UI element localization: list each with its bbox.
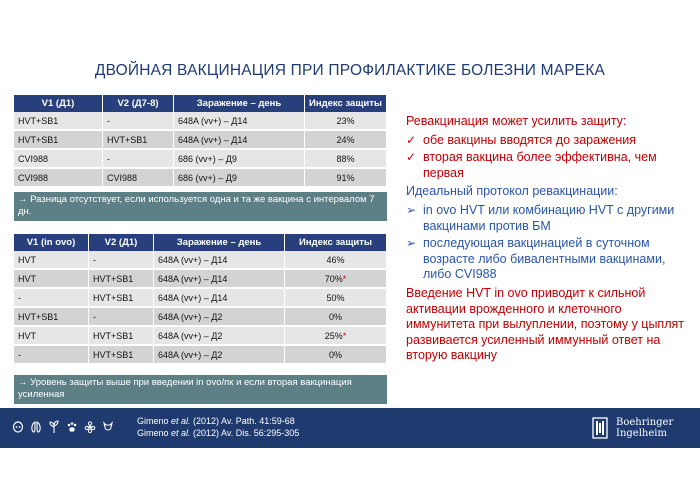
table-row	[14, 345, 387, 364]
protection-value: 46%	[326, 254, 345, 265]
table-cell: 648A (vv+) – Д2	[154, 345, 285, 364]
conclusion-note-2: → Уровень защиты выше при введении in ovo/пк и если вторая вакцинация усиленная	[14, 375, 387, 404]
plant-icon	[48, 420, 60, 434]
reference-citation: (2012) Av. Dis. 56:295-305	[190, 427, 300, 438]
table-cell	[285, 269, 387, 288]
protection-value: 25%	[324, 330, 343, 341]
list-item	[406, 236, 691, 283]
table-cell: 88%	[305, 149, 387, 168]
table-row	[14, 288, 387, 307]
table-cell: 648A (vv+) – Д2	[154, 326, 285, 345]
table2-header-v1: V1 (in ovo)	[14, 234, 89, 251]
table-cell: 648A (vv+) – Д14	[174, 130, 305, 149]
table-cell: -	[103, 112, 174, 130]
table-cell: 648A (vv+) – Д2	[154, 307, 285, 326]
table-cell: HVT+SB1	[89, 288, 154, 307]
table-cell: 23%	[305, 112, 387, 130]
table-cell: -	[89, 251, 154, 269]
checkmark-icon: ✓	[406, 132, 417, 147]
reference-2	[137, 428, 299, 440]
table-row	[14, 307, 387, 326]
arrow-bullet-icon: ➢	[406, 236, 417, 251]
table-row	[14, 269, 387, 288]
list-item-text: обе вакцины вводятся до заражения	[423, 132, 637, 147]
revaccination-heading: Ревакцинация может усилить защиту:	[406, 114, 627, 128]
list-item-text: последующая вакцинацией в суточном возрасте либо бивалентными вакцинами, либо CVI988	[423, 236, 666, 282]
species-icons	[12, 420, 114, 434]
table-cell: HVT	[14, 326, 89, 345]
table-cell: HVT+SB1	[14, 112, 103, 130]
table1-header-protection: Индекс защиты	[305, 95, 387, 112]
reference-etal: et al.	[171, 427, 191, 438]
slide-title: ДВОЙНАЯ ВАКЦИНАЦИЯ ПРИ ПРОФИЛАКТИКЕ БОЛЕЗНИ МАРЕКА	[94, 62, 606, 79]
table-row	[14, 149, 387, 168]
table-cell: HVT+SB1	[14, 307, 89, 326]
table-cell: CVI988	[14, 149, 103, 168]
table-row	[14, 168, 387, 187]
check-list	[406, 133, 691, 182]
list-item-text: вторая вакцина более эффективна, чем первая	[423, 150, 657, 180]
in-ovo-conclusion: Введение HVT in ovo приводит к сильной активации врожденного и клеточного иммунитета при вылуплении, поэтому у цыплят развивается усиленный иммунный ответ на вторую вакцину	[406, 285, 684, 363]
table-cell	[285, 345, 387, 364]
reference-author: Gimeno	[137, 427, 172, 438]
significance-marker: *	[342, 273, 347, 284]
protection-value: 0%	[328, 349, 342, 360]
table-cell: CVI988	[103, 168, 174, 187]
table-cell: CVI988	[14, 168, 103, 187]
lungs-icon	[30, 420, 42, 434]
reference-citation: (2012) Av. Path. 41:59-68	[190, 416, 295, 426]
arrow-list	[406, 203, 691, 283]
table2-header-v2: V2 (Д1)	[89, 234, 154, 251]
arrow-bullet-icon: ➢	[406, 202, 417, 217]
animal-head-icon	[102, 420, 114, 434]
table-cell: 91%	[305, 168, 387, 187]
key-points-panel	[406, 114, 691, 367]
table-cell	[285, 326, 387, 345]
table1-header-v1: V1 (Д1)	[14, 95, 103, 112]
reference-etal: et al.	[171, 416, 191, 426]
table-cell: 648A (vv+) – Д14	[154, 269, 285, 288]
table-cell: -	[14, 345, 89, 364]
references	[137, 416, 299, 439]
table-cell: 648A (vv+) – Д14	[174, 112, 305, 130]
table-cell	[285, 251, 387, 269]
flower-icon	[84, 420, 96, 434]
table-cell: HVT+SB1	[89, 345, 154, 364]
significance-marker: *	[342, 330, 347, 341]
table-cell: HVT+SB1	[14, 130, 103, 149]
brand-name-line2: Ingelheim	[616, 428, 667, 439]
table-cell: 686 (vv+) – Д9	[174, 149, 305, 168]
table-cell: -	[89, 307, 154, 326]
table-row	[14, 112, 387, 130]
table-cell: HVT	[14, 269, 89, 288]
reference-1	[137, 416, 299, 428]
table-cell: 686 (vv+) – Д9	[174, 168, 305, 187]
table2-header-challenge: Заражение – день	[154, 234, 285, 251]
checkmark-icon: ✓	[406, 150, 417, 165]
table-cell: -	[103, 149, 174, 168]
vaccination-table-1	[14, 95, 387, 188]
protection-value: 70%	[324, 273, 343, 284]
table-cell: 648A (vv+) – Д14	[154, 288, 285, 307]
table-cell: HVT	[14, 251, 89, 269]
table-cell: HVT+SB1	[89, 326, 154, 345]
list-item	[406, 133, 691, 149]
logo-mark-icon	[590, 417, 610, 439]
list-item-text: in ovo HVT или комбинацию HVT с другими вакцинами против БМ	[423, 202, 675, 233]
table-row	[14, 326, 387, 345]
list-item	[406, 203, 691, 234]
footer-bar	[0, 408, 700, 448]
table1-header-challenge: Заражение – день	[174, 95, 305, 112]
table-cell: HVT+SB1	[103, 130, 174, 149]
conclusion-note-1: → Разница отсутствует, если используется одна и та же вакцина с интервалом 7 дн.	[14, 192, 387, 221]
table-cell: 24%	[305, 130, 387, 149]
reference-author: Gimeno	[137, 416, 172, 426]
table-cell: -	[14, 288, 89, 307]
brand-name-line1: Boehringer	[616, 417, 674, 428]
table-cell	[285, 288, 387, 307]
table-cell: 648A (vv+) – Д14	[154, 251, 285, 269]
table-cell: HVT+SB1	[89, 269, 154, 288]
table1-header-v2: V2 (Д7-8)	[103, 95, 174, 112]
paw-icon	[66, 420, 78, 434]
protection-value: 0%	[328, 311, 342, 322]
table-row	[14, 251, 387, 269]
protocol-heading: Идеальный протокол ревакцинации:	[406, 184, 618, 199]
list-item	[406, 150, 691, 181]
pig-snout-icon	[12, 420, 24, 434]
table-row	[14, 130, 387, 149]
table2-header-protection: Индекс защиты	[285, 234, 387, 251]
protection-value: 50%	[326, 292, 345, 303]
vaccination-table-2	[14, 234, 387, 365]
boehringer-logo	[590, 415, 690, 441]
table-cell	[285, 307, 387, 326]
